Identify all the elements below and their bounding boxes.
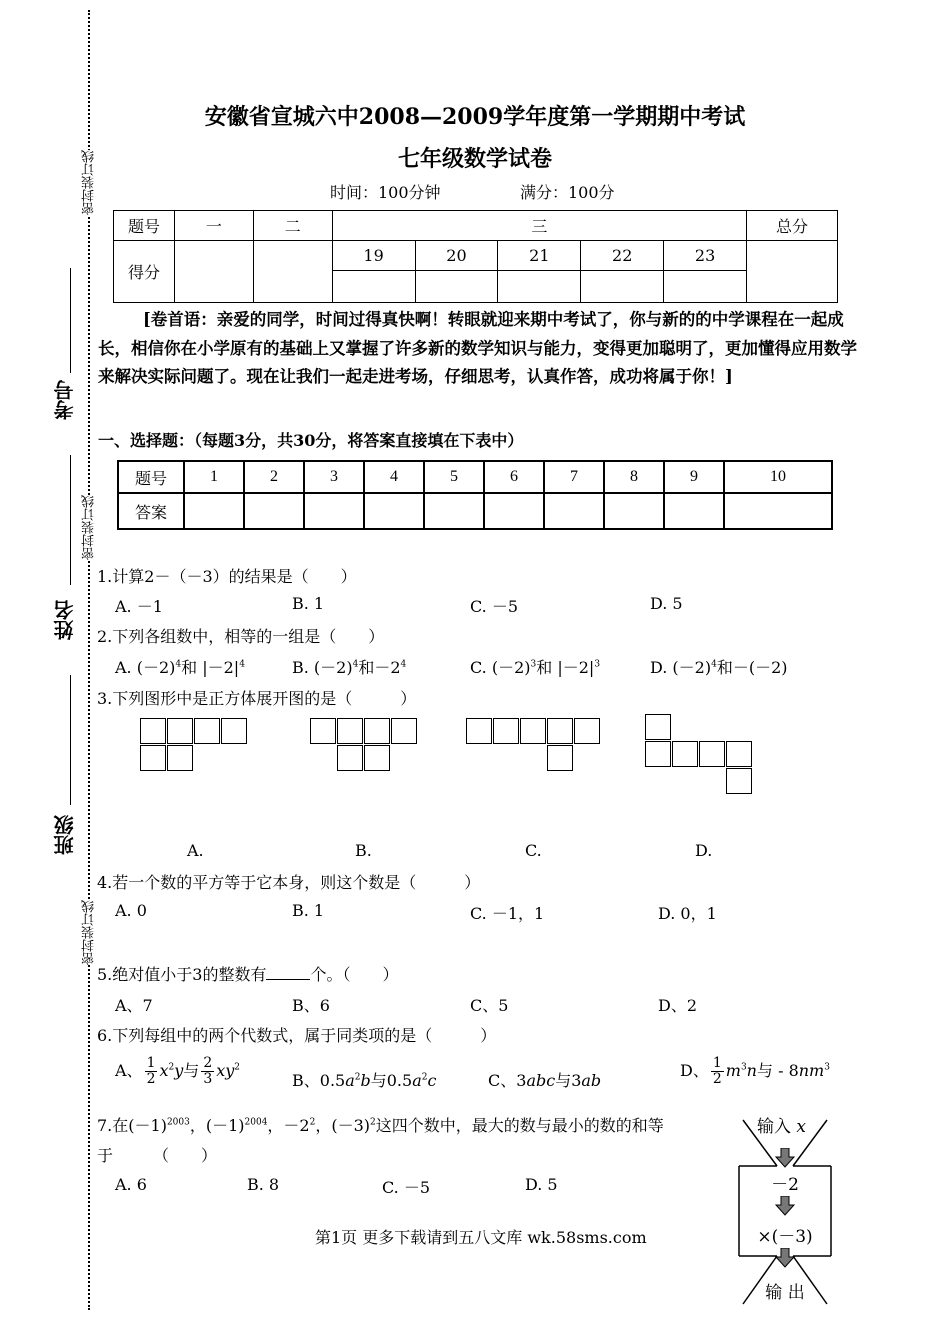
answer-cell[interactable] [604,493,664,529]
q3-stem: 3.下列图形中是正方体展开图的是（ ） [97,689,417,708]
q5-option-c: C、5 [470,996,509,1015]
q3-label-b: B. [355,841,372,860]
section1-heading: 一、选择题：（每题3分，共30分，将答案直接填在下表中） [98,431,524,450]
score-sub-22: 22 [581,241,664,271]
answer-number: 8 [604,461,664,493]
answer-number: 5 [424,461,484,493]
answer-number: 10 [724,461,832,493]
score-header-three: 三 [332,211,746,241]
q1-option-d: D. 5 [650,594,683,613]
score-cell-19[interactable] [332,271,415,303]
answer-cell[interactable] [364,493,424,529]
q5-blank[interactable] [266,965,310,980]
q1-stem: 1.计算2－（－3）的结果是（ ） [97,567,357,586]
q7-option-d: D. 5 [525,1175,558,1194]
answer-number: 3 [304,461,364,493]
score-sub-23: 23 [664,241,747,271]
flowchart-input-label: 输入 [757,1117,791,1137]
score-cell-23[interactable] [664,271,747,303]
score-cell-22[interactable] [581,271,664,303]
q1-option-c: C. －5 [470,597,519,616]
answer-number: 2 [244,461,304,493]
class-label: 班级 [53,815,77,855]
answer-cell[interactable] [724,493,832,529]
q4-option-a: A. 0 [115,901,147,920]
answer-cell[interactable] [304,493,364,529]
answer-cell[interactable] [424,493,484,529]
q2-option-b: B. $(-2)^4$和$-2^4$ [292,658,407,677]
flowchart [735,1108,835,1308]
score-table [113,210,838,303]
q6-option-d: D、 $\frac{1}{2}$ $m^3n$与 - $8nm^3$ [680,1055,830,1087]
q4-option-d: D. 0，1 [658,904,717,923]
answer-table [117,460,833,530]
answer-number: 4 [364,461,424,493]
preface: [卷首语：亲爱的同学，时间过得真快啊！转眼就迎来期中考试了，你与新的的中学课程在一起成长，相信你在小学原有的基础上又掌握了许多新的数学知识与能力，变得更加聪明了，更加懂得应用数学来解决实际问题了。现在让我们一起走进考场，仔细思考，认真作答，成功将属于你！] [98,310,857,386]
answer-cell[interactable] [244,493,304,529]
class-underline[interactable] [70,675,71,805]
flowchart-input-var: x [796,1117,806,1137]
score-header-two: 二 [253,211,332,241]
score-header-one: 一 [174,211,253,241]
flowchart-step-1: －2 [771,1175,799,1195]
score-cell-total[interactable] [747,241,838,303]
q4-option-c: C. －1，1 [470,904,545,923]
score-sub-19: 19 [332,241,415,271]
flowchart-output: 输 出 [765,1283,805,1303]
answer-number: 6 [484,461,544,493]
exam-number-underline[interactable] [70,268,71,373]
q2-option-a: A. $(-2)^4$和 $|-2|^4$ [115,658,245,677]
q6-option-c: C、3abc与3ab [488,1071,602,1090]
flowchart-arrow-2 [775,1196,795,1216]
flowchart-arrow-3 [775,1248,795,1268]
q5-option-d: D、2 [658,996,698,1015]
answer-cell[interactable] [544,493,604,529]
q3-label-c: C. [525,841,542,860]
answer-cell[interactable] [184,493,244,529]
q3-label-d: D. [695,841,713,860]
score-header-total: 总分 [747,211,838,241]
flowchart-arrow-1 [775,1148,795,1168]
q1-option-a: A. －1 [115,597,163,616]
q7-stem: 7.在$(-1)^{2003}$，$(-1)^{2004}$，$-2^2$，$(-3)^2$这四个数中，最大的数与最小的数的和等 [97,1116,664,1135]
answer-number: 9 [664,461,724,493]
page-footer: 第1页 更多下载请到五八文库 wk.58sms.com [315,1228,647,1247]
score-sub-20: 20 [415,241,498,271]
q2-option-d: D. $(-2)^4$和－(－2) [650,658,788,677]
q3-label-a: A. [187,841,204,860]
answer-number: 1 [184,461,244,493]
q4-option-b: B. 1 [292,901,325,920]
q5-option-b: B、6 [292,996,330,1015]
exam-subtitle: 七年级数学试卷 [397,146,552,172]
exam-time: 时间：100分钟 [330,183,441,202]
score-cell-20[interactable] [415,271,498,303]
score-cell-two[interactable] [253,241,332,303]
answer-header-tihao: 题号 [118,461,184,493]
name-label: 姓名 [53,600,77,640]
q4-stem: 4.若一个数的平方等于它本身，则这个数是（ ） [97,873,481,892]
q5-stem [97,962,398,985]
exam-title: 安徽省宣城六中2008—2009学年度第一学期期中考试 [204,104,746,130]
q1-option-b: B. 1 [292,594,325,613]
flowchart-step-2: ×(－3) [757,1227,813,1247]
answer-number: 7 [544,461,604,493]
q2-option-c: C. $(-2)^3$和 $|-2|^3$ [470,658,601,677]
seal-text-top: 密封装订线 [82,150,97,215]
q5-stem-pre: 5.绝对值小于3的整数有 [97,965,267,984]
answer-header-answer: 答案 [118,493,184,529]
score-cell-21[interactable] [498,271,581,303]
seal-text-middle: 密封装订线 [82,495,97,560]
q7-option-a: A. 6 [115,1175,147,1194]
q7-option-c: C. －5 [382,1178,431,1197]
score-sub-21: 21 [498,241,581,271]
q6-stem: 6.下列每组中的两个代数式，属于同类项的是（ ） [97,1026,497,1045]
score-row-label: 得分 [114,241,175,303]
exam-number-label: 考号 [53,380,77,420]
q7-stem-line2: 于 （ ） [97,1146,218,1165]
q5-option-a: A、7 [115,996,153,1015]
exam-full-marks: 满分：100分 [520,183,615,202]
q7-option-b: B. 8 [247,1175,280,1194]
q6-option-a: A、 $\frac{1}{2}$ $x^2y$与 $\frac{2}{3}$ $xy^2$ [115,1055,241,1087]
q2-stem: 2.下列各组数中，相等的一组是（ ） [97,627,385,646]
answer-cell[interactable] [664,493,724,529]
score-cell-one[interactable] [174,241,253,303]
score-header-tihao: 题号 [114,211,175,241]
name-underline[interactable] [70,455,71,585]
q6-option-b: B、$0.5a^2b$与$0.5a^2c$ [292,1071,437,1090]
q5-stem-post: 个。（ ） [310,965,399,984]
seal-text-bottom: 密封装订线 [82,900,97,965]
answer-cell[interactable] [484,493,544,529]
